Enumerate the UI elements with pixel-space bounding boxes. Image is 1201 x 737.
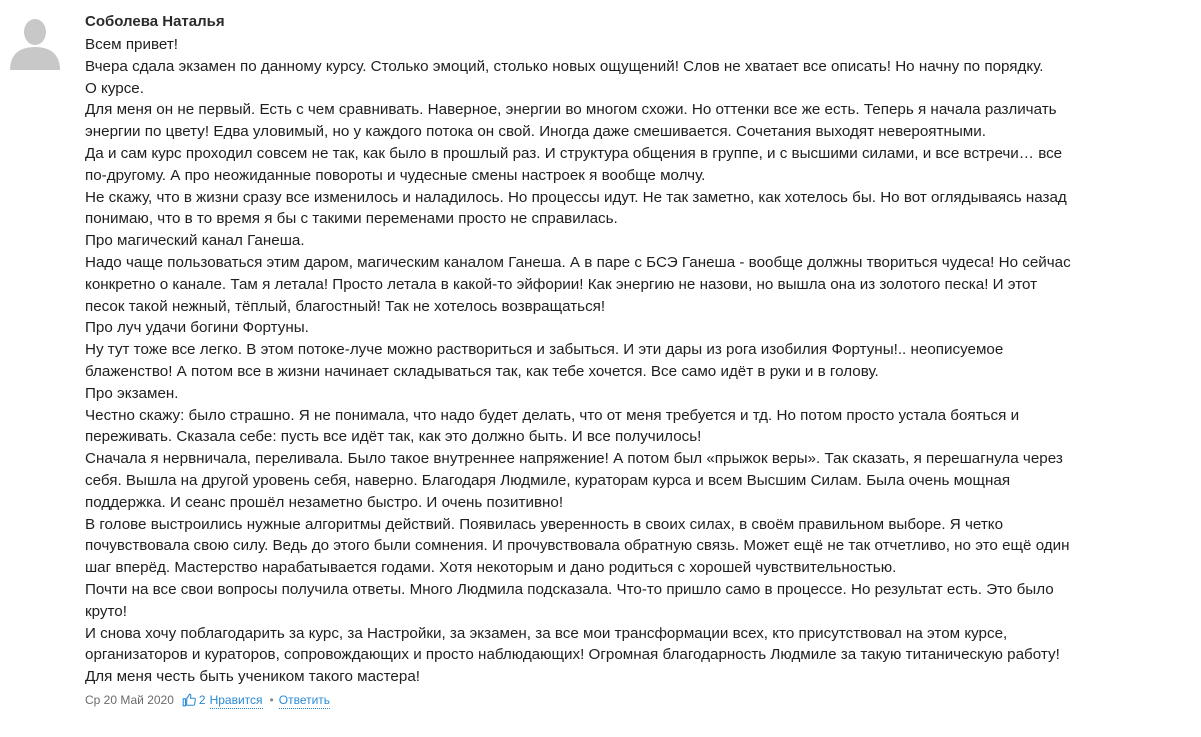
avatar <box>6 12 64 70</box>
text-line: организаторов и кураторов, сопровождающих и просто наблюдающих! Огромная благодарность Людмиле за такую титаническую работу! <box>85 646 1060 664</box>
text-line: энергии по цвету! Едва уловимый, но у каждого потока он свой. Иногда даже смешивается. Сочетания выходят невероятными. <box>85 123 986 141</box>
text-line: И снова хочу поблагодарить за курс, за Настройки, за экзамен, за все мои трансформации всех, кто присутствовал на этом курсе, <box>85 624 1008 642</box>
text-line: Ну тут тоже все легко. В этом потоке-луче можно раствориться и забыться. И эти дары из рога изобилия Фортуны!.. неописуемое <box>85 341 1004 359</box>
text-line: О курсе. <box>85 79 144 97</box>
comment-text <box>85 34 1185 688</box>
thumbs-up-icon <box>182 693 196 707</box>
comment-author[interactable]: Соболева Наталья <box>85 13 225 30</box>
text-line: шаг вперёд. Мастерство нарабатывается годами. Хотя некоторым и дано родиться с хорошей чувствительностью. <box>85 559 897 577</box>
like-count: 2 <box>198 693 206 708</box>
like-label[interactable]: Нравится <box>209 692 263 707</box>
reply-button[interactable]: Ответить <box>278 692 331 707</box>
text-line: Да и сам курс проходил совсем не так, как было в прошлый раз. И структура общения в группе, и с высшими силами, и все встречи… все <box>85 144 1063 162</box>
text-line: по-другому. А про неожиданные повороты и чудесные смены настроек я вообще молчу. <box>85 166 706 184</box>
text-line: конкретно о канале. Там я летала! Просто летала в какой-то эйфории! Как энергию не назови, но вышла она из золотого песка! И этот <box>85 275 1038 293</box>
text-line: Не скажу, что в жизни сразу все изменилось и наладилось. Но процессы идут. Не так заметно, как хотелось бы. Но вот оглядываясь назад <box>85 188 1067 206</box>
text-line: В голове выстроились нужные алгоритмы действий. Появилась уверенность в своих силах, в своём правильном выборе. Я четко <box>85 515 1004 533</box>
like-button[interactable] <box>182 692 263 709</box>
text-line: Надо чаще пользоваться этим даром, магическим каналом Ганеша. А в паре с БСЭ Ганеша - вообще должны твориться чудеса! Но сейчас <box>85 253 1071 271</box>
text-line: Вчера сдала экзамен по данному курсу. Столько эмоций, столько новых ощущений! Слов не хватает все описать! Но начну по порядку. <box>85 57 1044 75</box>
text-line: Про магический канал Ганеша. <box>85 232 305 250</box>
text-line: Про луч удачи богини Фортуны. <box>85 319 309 337</box>
text-line: Для меня честь быть учеником такого мастера! <box>85 668 420 686</box>
text-line: себя. Вышла на другой уровень себя, наверно. Благодаря Людмиле, кураторам курса и всем Высшим Силам. Была очень мощная <box>85 471 1011 489</box>
text-line: переживать. Сказала себе: пусть все идёт так, как это должно быть. И все получилось! <box>85 428 702 446</box>
text-line: песок такой нежный, тёплый, благостный! Так не хотелось возвращаться! <box>85 297 606 315</box>
text-line: Для меня он не первый. Есть с чем сравнивать. Наверное, энергии во многом схожи. Но оттенки все же есть. Теперь я начала различать <box>85 101 1057 119</box>
text-line: Всем привет! <box>85 36 179 53</box>
comment-date: Ср 20 Май 2020 <box>85 693 174 708</box>
text-line: Честно скажу: было страшно. Я не понимала, что надо будет делать, что от меня требуется и тд. Но потом просто устала бояться и <box>85 406 1020 424</box>
text-line: круто! <box>85 602 127 620</box>
text-line: Сначала я нервничала, переливала. Было такое внутреннее напряжение! А потом был «прыжок веры». Так сказать, я перешагнула через <box>85 450 1063 468</box>
text-line: Почти на все свои вопросы получила ответы. Много Людмила подсказала. Что-то пришло само в процессе. Но результат есть. Это было <box>85 580 1054 598</box>
comment-meta <box>85 692 1185 709</box>
text-line: понимаю, что в то время я бы с такими переменами просто не справилась. <box>85 210 618 228</box>
text-line: почувствовала свою силу. Ведь до этого были сомнения. И прочувствовала обратную связь. Может ещё не так отчетливо, но это ещё один <box>85 537 1070 555</box>
text-line: блаженство! А потом все в жизни начинает складываться так, как тебе хочется. Все само идёт в руки и в голову. <box>85 362 879 380</box>
meta-separator: • <box>269 693 274 708</box>
text-line: Про экзамен. <box>85 384 179 402</box>
comment-content <box>85 12 1185 709</box>
user-silhouette-icon <box>6 12 64 70</box>
text-line: поддержка. И сеанс прошёл незаметно быстро. И очень позитивно! <box>85 493 564 511</box>
